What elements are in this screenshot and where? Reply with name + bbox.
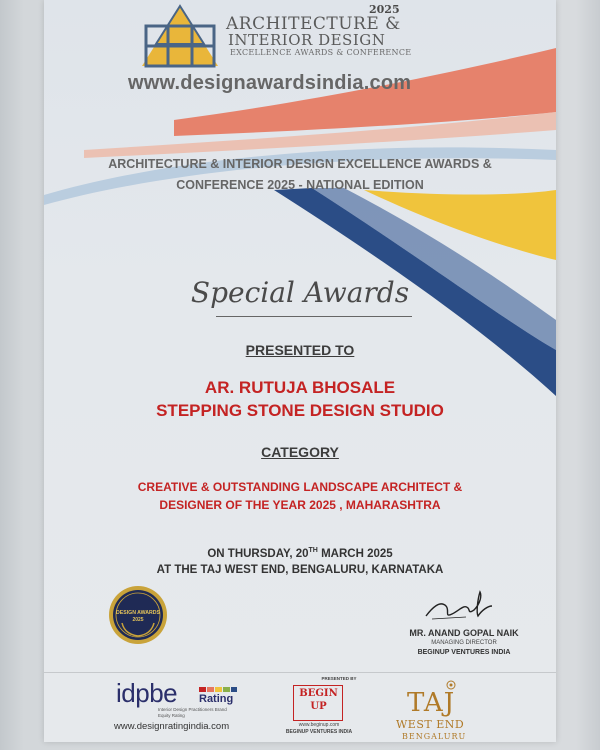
taj-city: BENGALURU [402, 732, 467, 741]
category-text [44, 478, 556, 514]
presented-by-label: PRESENTED BY [321, 676, 357, 681]
edition-line-1: ARCHITECTURE & INTERIOR DESIGN EXCELLENCE AWARDS & [108, 157, 492, 171]
idpbe-logo: idpbe [116, 678, 178, 708]
event-details [44, 543, 556, 578]
signatory-name: MR. ANAND GOPAL NAIK [409, 628, 519, 638]
event-date-suffix: TH [308, 547, 318, 554]
edition-title [44, 154, 556, 196]
presented-to-label: PRESENTED TO [245, 342, 355, 358]
badge-line-1: DESIGN AWARDS [116, 610, 160, 616]
website-url: www.designawardsindia.com [128, 72, 412, 94]
footer-divider [44, 672, 556, 673]
recipient-studio: STEPPING STONE DESIGN STUDIO [156, 401, 444, 420]
badge-line-2: 2025 [132, 617, 144, 623]
category-label: CATEGORY [261, 444, 339, 460]
header-year: 2025 [369, 3, 400, 16]
event-date-post: MARCH 2025 [317, 547, 393, 560]
aidea-logo-icon [140, 4, 220, 68]
signature-mark [422, 586, 494, 624]
beginup-logo [293, 687, 344, 713]
rating-bar-icon [199, 686, 237, 692]
award-title: Special Awards [190, 276, 410, 309]
category-line-1: CREATIVE & OUTSTANDING LANDSCAPE ARCHITECT & [137, 480, 463, 494]
beginup-url: www.beginup.com [298, 722, 340, 728]
edition-line-2: CONFERENCE 2025 - NATIONAL EDITION [176, 178, 424, 192]
award-title-underline [216, 316, 412, 317]
event-date [44, 543, 556, 562]
signatory-org: BEGINUP VENTURES INDIA [417, 649, 511, 656]
event-venue: AT THE TAJ WEST END, BENGALURU, KARNATAKA [156, 563, 444, 576]
brand-line-3: EXCELLENCE AWARDS & CONFERENCE [230, 48, 412, 57]
idpbe-url: www.designratingindia.com [114, 721, 230, 732]
design-awards-badge-icon [108, 585, 168, 645]
recipient-name: AR. RUTUJA BHOSALE [204, 378, 396, 397]
idpbe-subtitle-2: Equity Rating [158, 713, 185, 718]
brand-line-2: INTERIOR DESIGN [228, 31, 386, 49]
taj-west-end: WEST END [396, 718, 465, 731]
brand-line-1: ARCHITECTURE & [226, 14, 401, 34]
idpbe-rating-label: Rating [199, 693, 234, 705]
certificate [44, 0, 556, 742]
category-line-2: DESIGNER OF THE YEAR 2025 , MAHARASHTRA [159, 498, 441, 512]
event-date-pre: ON THURSDAY, 20 [207, 547, 309, 560]
idpbe-subtitle [158, 707, 227, 719]
beginup-logo-line-2: UP [310, 701, 327, 712]
idpbe-subtitle-1: Interior Design Practitioners Brand [158, 707, 227, 712]
recipient [44, 376, 556, 422]
beginup-logo-line-1: BEGIN [299, 688, 338, 699]
signatory-title: MANAGING DIRECTOR [431, 640, 497, 646]
taj-logo: TAJ [407, 688, 456, 718]
beginup-org: BEGINUP VENTURES INDIA [285, 729, 353, 735]
